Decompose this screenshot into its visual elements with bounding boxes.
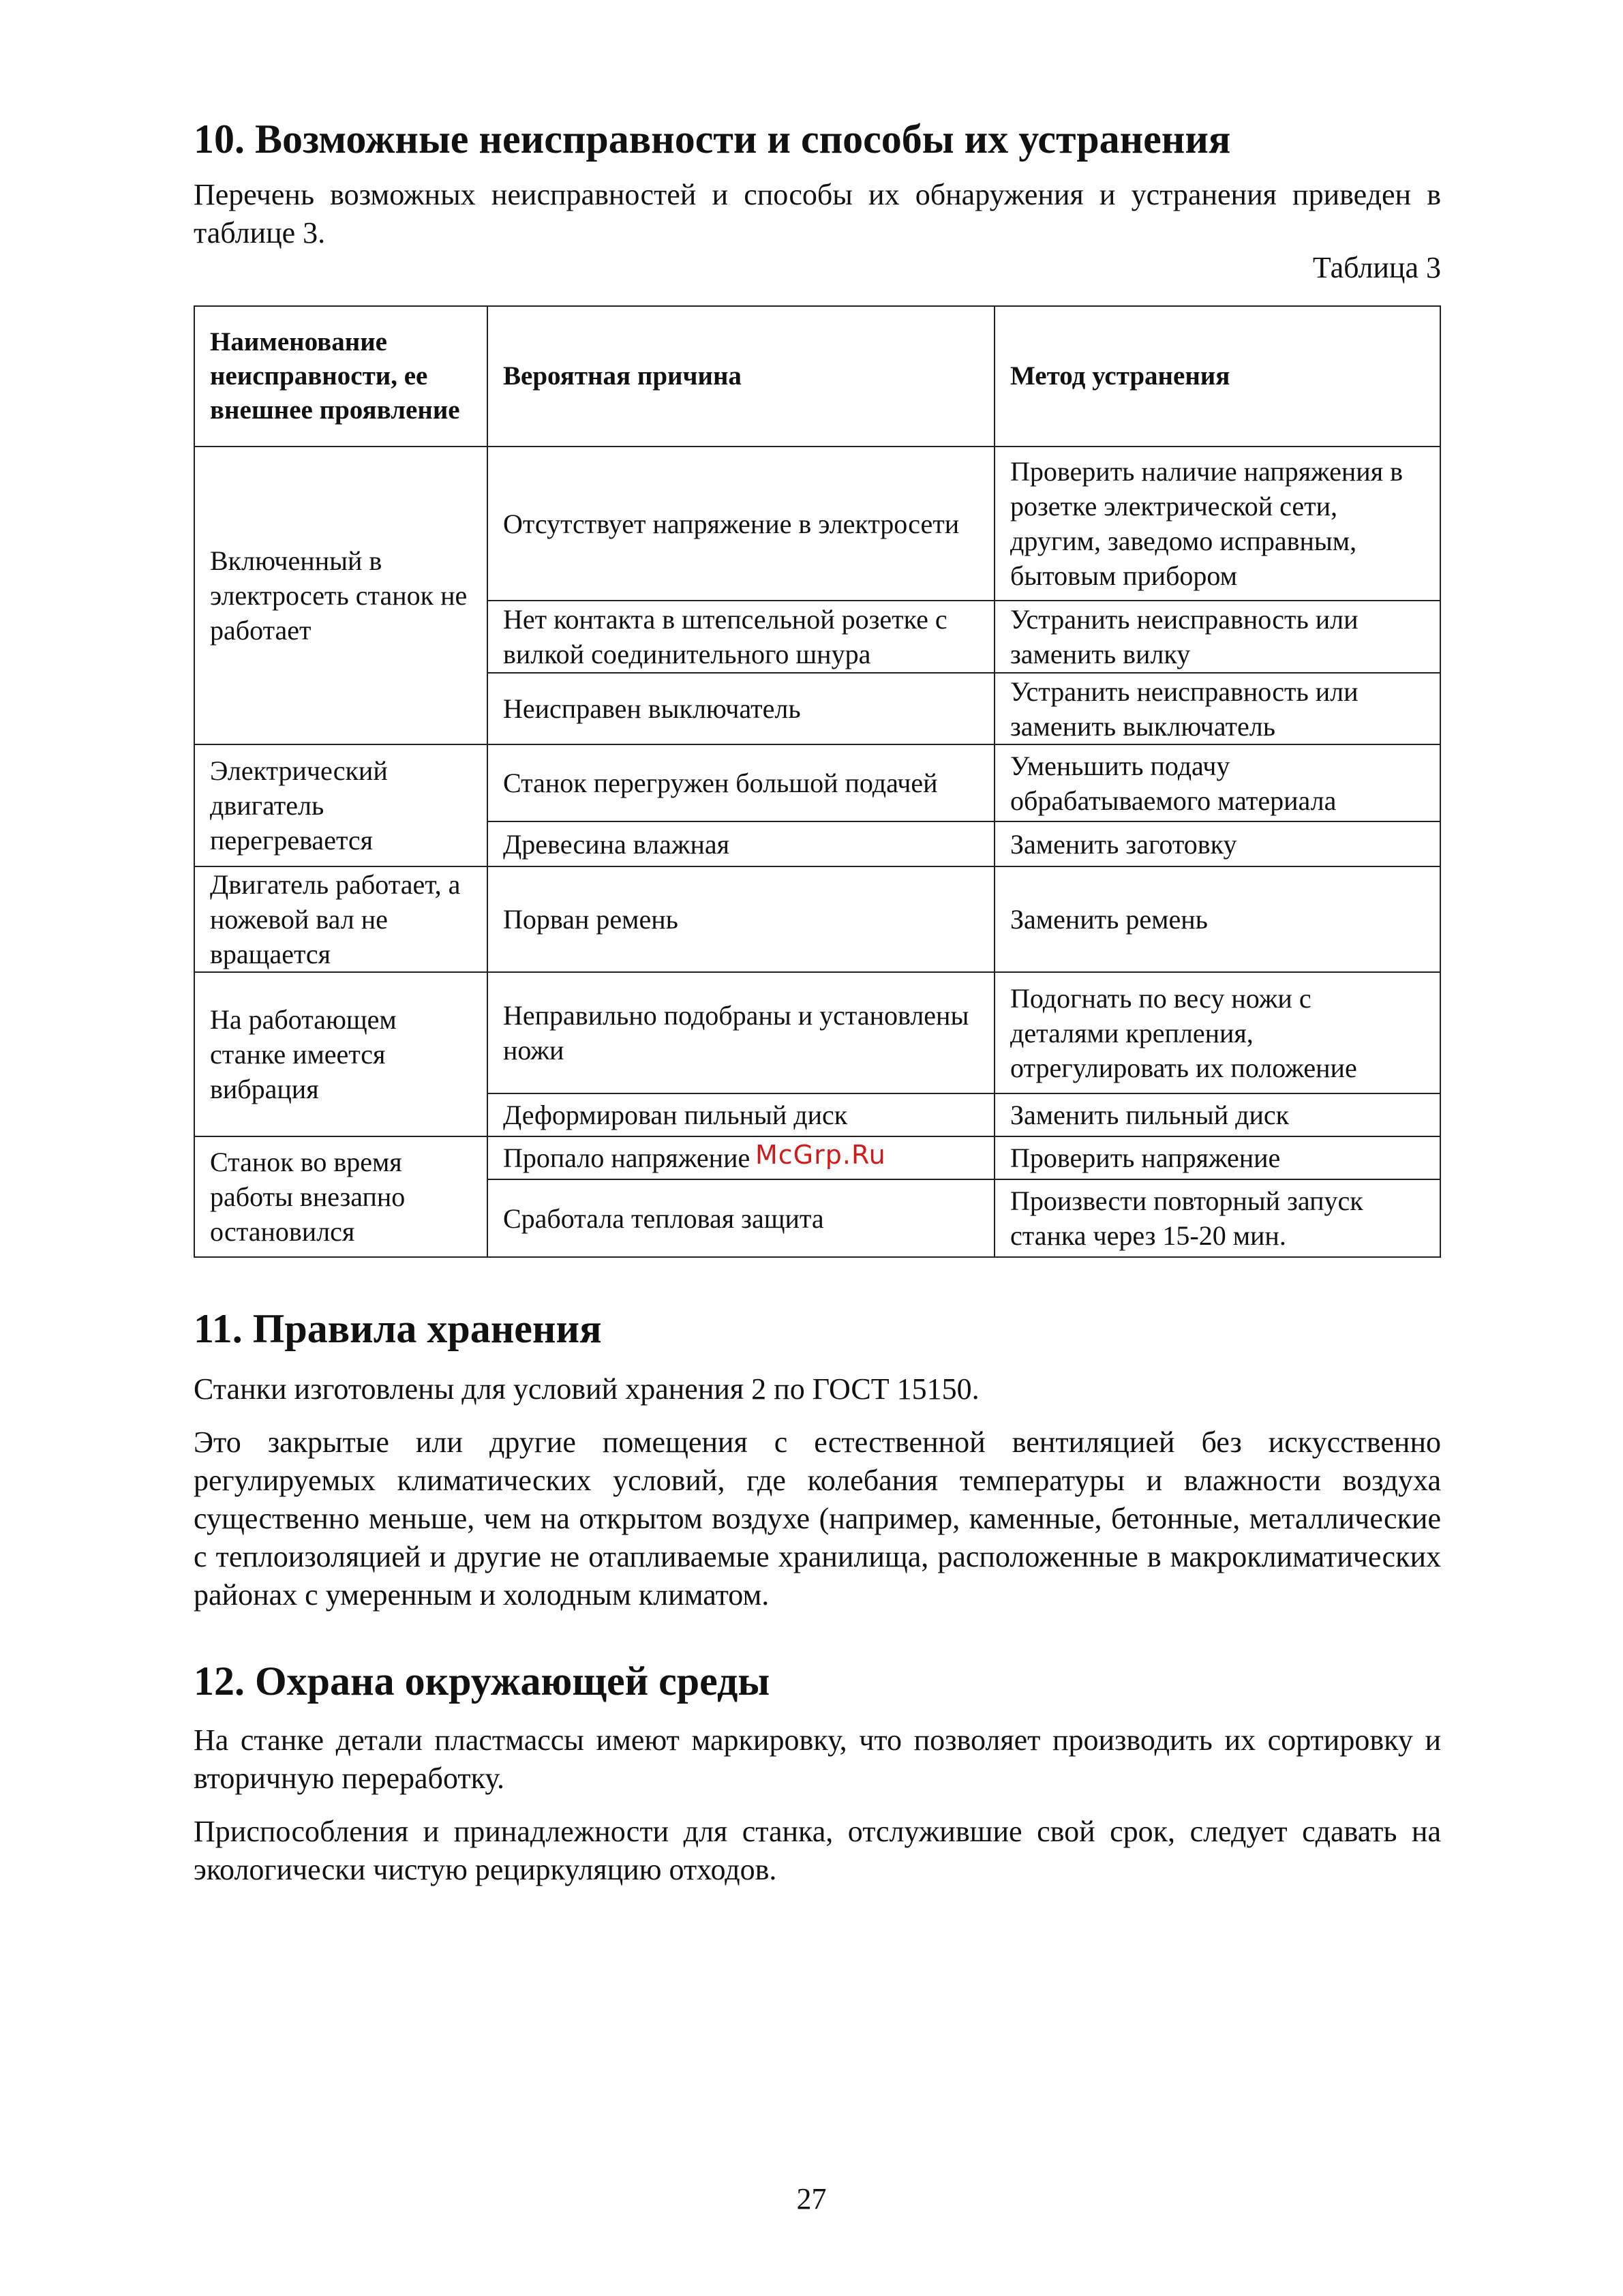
remedy-cell: Устранить неисправность или заменить вилку	[995, 601, 1440, 673]
table-row	[194, 866, 1440, 972]
table-header-row	[194, 306, 1440, 447]
remedy-cell: Заменить ремень	[995, 866, 1440, 972]
remedy-cell: Устранить неисправность или заменить выключатель	[995, 673, 1440, 744]
cause-cell: Неисправен выключатель	[487, 673, 995, 744]
section-11-paragraph-2: Это закрытые или другие помещения с естественной вентиляцией без искусственно регулируемых климатических условий, где колебания температуры и влажности воздуха существенно меньше, чем на открытом воздухе (например, каменные, бетонные, металлические с теплоизоляцией и другие не отапливаемые хранилища, расположенные в макроклиматических районах с умеренным и холодным климатом.	[194, 1425, 1441, 1612]
cause-cell: Порван ремень	[487, 866, 995, 972]
section-12-paragraph-1: На станке детали пластмассы имеют маркировку, что позволяет производить их сортировку и вторичную переработку.	[194, 1723, 1441, 1795]
table-row	[194, 972, 1440, 1093]
symptom-cell: На работающем станке имеется вибрация	[194, 972, 487, 1136]
section-12-title: 12. Охрана окружающей среды	[194, 1659, 770, 1704]
cause-cell: Отсутствует напряжение в электросети	[487, 447, 995, 601]
symptom-cell: Электрический двигатель перегревается	[194, 744, 487, 866]
header-cause: Вероятная причина	[487, 306, 995, 447]
remedy-cell: Проверить наличие напряжения в розетке электрической сети, другим, заведомо исправным, бытовым прибором	[995, 447, 1440, 601]
section-11-paragraph-1: Станки изготовлены для условий хранения 2 по ГОСТ 15150.	[194, 1372, 980, 1406]
symptom-cell: Включенный в электросеть станок не работает	[194, 447, 487, 744]
watermark-text: McGrp.Ru	[755, 1140, 886, 1170]
remedy-cell: Произвести повторный запуск станка через 15-20 мин.	[995, 1179, 1440, 1257]
remedy-cell: Заменить заготовку	[995, 821, 1440, 866]
header-symptom: Наименование неисправности, ее внешнее проявление	[194, 306, 487, 447]
cause-cell: Сработала тепловая защита	[487, 1179, 995, 1257]
section-11-title: 11. Правила хранения	[194, 1306, 602, 1351]
symptom-cell: Двигатель работает, а ножевой вал не вращается	[194, 866, 487, 972]
remedy-cell: Подогнать по весу ножи с деталями крепления, отрегулировать их положение	[995, 972, 1440, 1093]
section-10-intro: Перечень возможных неисправностей и способы их обнаружения и устранения приведен в таблице 3.	[194, 178, 1441, 250]
remedy-cell: Проверить напряжение	[995, 1136, 1440, 1179]
remedy-cell: Заменить пильный диск	[995, 1093, 1440, 1136]
header-remedy: Метод устранения	[995, 306, 1440, 447]
remedy-cell: Уменьшить подачу обрабатываемого материала	[995, 744, 1440, 821]
cause-cell: Неправильно подобраны и установлены ножи	[487, 972, 995, 1093]
section-10-title: 10. Возможные неисправности и способы их устранения	[194, 117, 1231, 162]
cause-cell: Нет контакта в штепсельной розетке с вилкой соединительного шнура	[487, 601, 995, 673]
faults-table	[194, 305, 1441, 1258]
cause-cell: Деформирован пильный диск	[487, 1093, 995, 1136]
table-row	[194, 744, 1440, 821]
cause-cell: Пропало напряжение	[487, 1136, 995, 1179]
symptom-cell: Станок во время работы внезапно остановился	[194, 1136, 487, 1257]
table-label: Таблица 3	[1312, 251, 1441, 284]
table-row	[194, 447, 1440, 601]
cause-cell: Древесина влажная	[487, 821, 995, 866]
cause-cell: Станок перегружен большой подачей	[487, 744, 995, 821]
section-12-paragraph-2: Приспособления и принадлежности для станка, отслужившие свой срок, следует сдавать на экологически чистую рециркуляцию отходов.	[194, 1815, 1441, 1886]
page-number: 27	[796, 2182, 827, 2216]
